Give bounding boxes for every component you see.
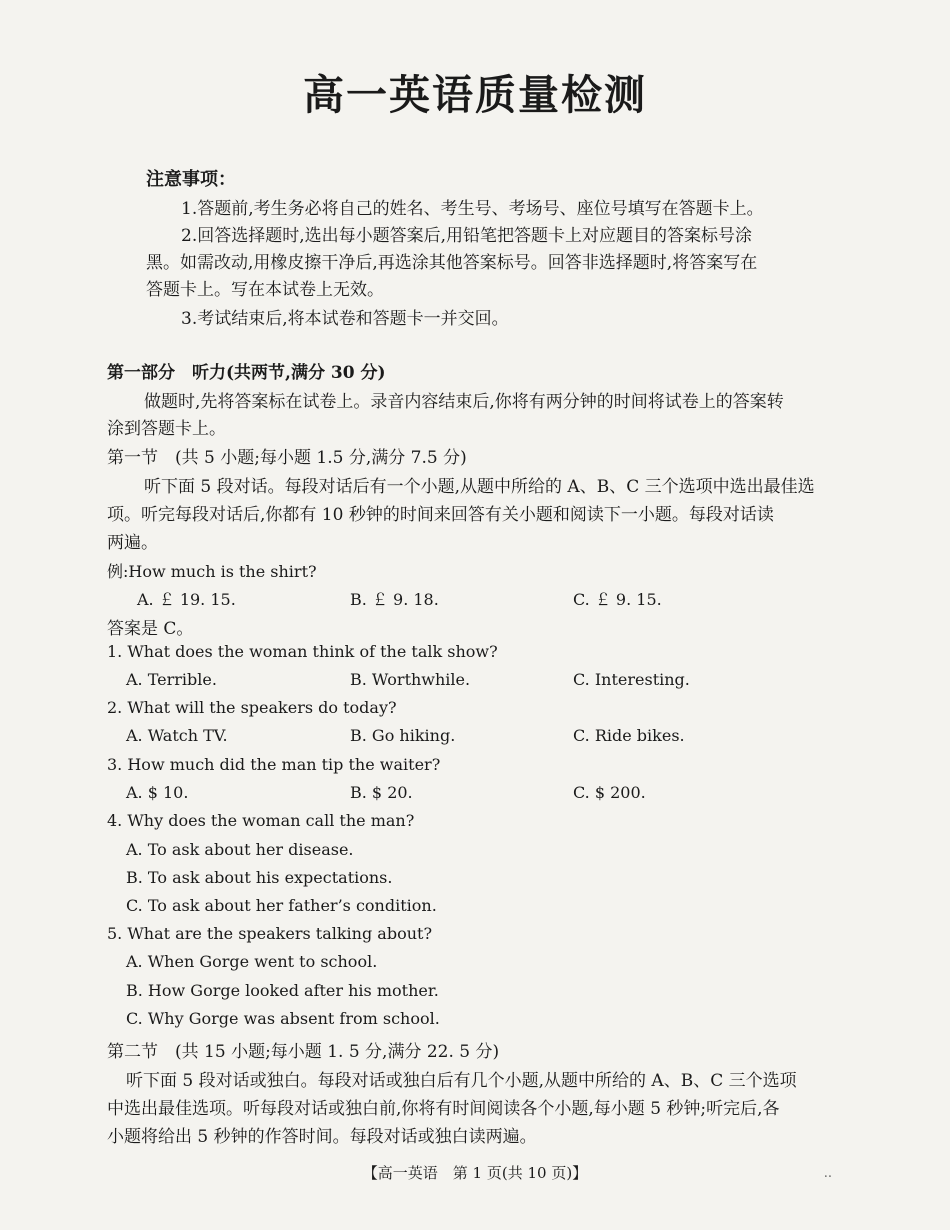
question-4-option-b: B. To ask about his expectations.	[126, 868, 393, 887]
page-title: 高一英语质量检测	[303, 71, 647, 119]
footer-mark: ..	[823, 1166, 832, 1181]
section2-heading: 第二节 (共 15 小题;每小题 1. 5 分,满分 22. 5 分)	[107, 1042, 500, 1062]
section2-instr-3: 小题将给出 5 秒钟的作答时间。每段对话或独白读两遍。	[107, 1127, 537, 1147]
example-option-a: A. ￡ 19. 15.	[137, 590, 236, 609]
notice-line-5: 3.考试结束后,将本试卷和答题卡一并交回。	[181, 309, 509, 329]
section1-instr-3: 两遍。	[107, 533, 158, 553]
question-3-stem: 3. How much did the man tip the waiter?	[107, 755, 441, 774]
question-2-option-a: A. Watch TV.	[126, 726, 228, 745]
notice-line-2: 2.回答选择题时,选出每小题答案后,用铅笔把答题卡上对应题目的答案标号涂	[181, 226, 753, 246]
question-2-option-c: C. Ride bikes.	[573, 726, 685, 745]
notice-line-1: 1.答题前,考生务必将自己的姓名、考生号、考场号、座位号填写在答题卡上。	[181, 199, 764, 219]
example-question: 例:How much is the shirt?	[107, 562, 317, 581]
part1-intro-1: 做题时,先将答案标在试卷上。录音内容结束后,你将有两分钟的时间将试卷上的答案转	[144, 392, 784, 412]
question-2-stem: 2. What will the speakers do today?	[107, 698, 397, 717]
question-3-option-a: A. $ 10.	[126, 783, 189, 802]
question-5-option-c: C. Why Gorge was absent from school.	[126, 1009, 440, 1028]
section1-heading: 第一节 (共 5 小题;每小题 1.5 分,满分 7.5 分)	[107, 448, 467, 468]
question-2-option-b: B. Go hiking.	[350, 726, 456, 745]
question-3-option-c: C. $ 200.	[573, 783, 646, 802]
example-option-c: C. ￡ 9. 15.	[573, 590, 662, 609]
question-4-stem: 4. Why does the woman call the man?	[107, 811, 415, 830]
question-5-option-a: A. When Gorge went to school.	[126, 952, 378, 971]
question-1-option-b: B. Worthwhile.	[350, 670, 471, 689]
question-3-option-b: B. $ 20.	[350, 783, 413, 802]
page-footer: 【高一英语 第 1 页(共 10 页)】	[362, 1164, 588, 1182]
example-answer: 答案是 C。	[107, 619, 194, 639]
notice-line-4: 答题卡上。写在本试卷上无效。	[146, 280, 384, 300]
question-4-option-a: A. To ask about her disease.	[126, 840, 354, 859]
question-1-stem: 1. What does the woman think of the talk show?	[107, 642, 498, 661]
question-4-option-c: C. To ask about her father’s condition.	[126, 896, 437, 915]
part1-heading: 第一部分 听力(共两节,满分 30 分)	[107, 363, 386, 383]
section1-instr-2: 项。听完每段对话后,你都有 10 秒钟的时间来回答有关小题和阅读下一小题。每段对话读	[107, 505, 774, 525]
notice-heading: 注意事项：	[146, 169, 236, 190]
section2-instr-2: 中选出最佳选项。听每段对话或独白前,你将有时间阅读各个小题,每小题 5 秒钟;听完后,各	[107, 1099, 780, 1119]
notice-line-3: 黑。如需改动,用橡皮擦干净后,再选涂其他答案标号。回答非选择题时,将答案写在	[146, 253, 758, 273]
section1-instr-1: 听下面 5 段对话。每段对话后有一个小题,从题中所给的 A、B、C 三个选项中选出最佳选	[144, 477, 815, 497]
example-option-b: B. ￡ 9. 18.	[350, 590, 439, 609]
question-1-option-a: A. Terrible.	[126, 670, 217, 689]
question-1-option-c: C. Interesting.	[573, 670, 690, 689]
question-5-option-b: B. How Gorge looked after his mother.	[126, 981, 439, 1000]
part1-intro-2: 涂到答题卡上。	[107, 419, 226, 439]
section2-instr-1: 听下面 5 段对话或独白。每段对话或独白后有几个小题,从题中所给的 A、B、C 三个选项	[126, 1071, 797, 1091]
question-5-stem: 5. What are the speakers talking about?	[107, 924, 433, 943]
